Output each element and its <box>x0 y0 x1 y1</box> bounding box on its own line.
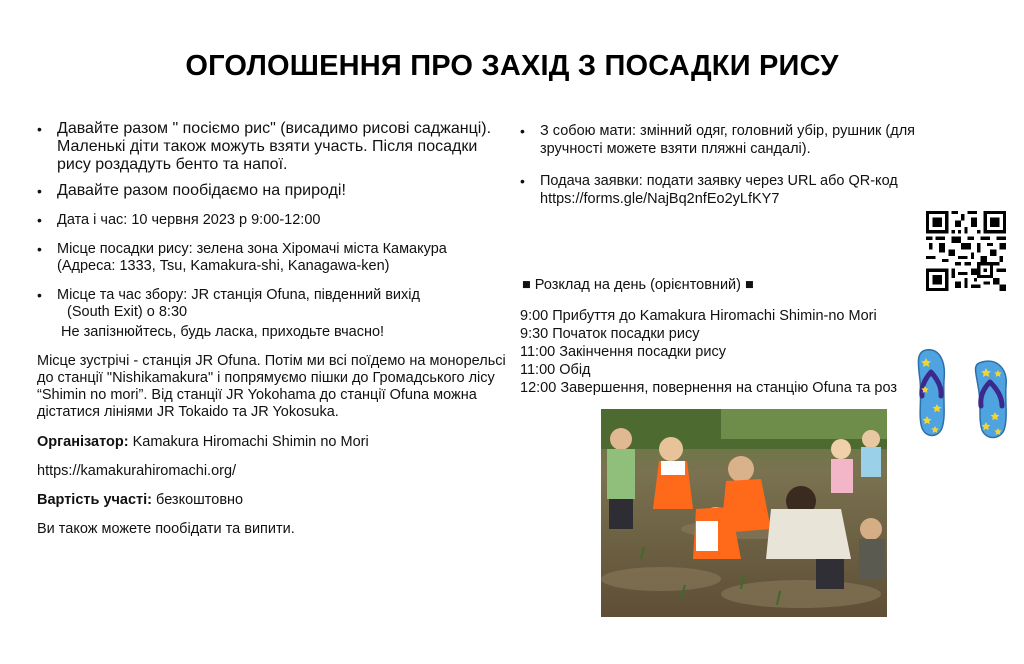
schedule-item: 12:00 Завершення, повернення на станцію Ofuna та роз <box>520 380 898 396</box>
directions-text: Місце зустрічі - станція JR Ofuna. Потім ми всі поїдемо на монорельсі до станції "Nishikamakura" і попрямуємо пішки до Громадського лісу “Shimin no mori”. Від станції JR Yokohama до станції Ofuna можна дістатися лініями JR Tokaido та JR Yokosuka. <box>37 353 506 420</box>
schedule-item: 11:00 Закінчення посадки рису <box>520 344 726 360</box>
list-item-lunch: • Давайте разом пообідаємо на природі! <box>37 182 507 200</box>
rice-field-scene <box>601 409 887 617</box>
meeting-line-3: Не запізнюйтесь, будь ласка, приходьте вчасно! <box>61 324 385 340</box>
organizer-label: Організатор: <box>37 434 129 450</box>
cost-line <box>37 492 507 509</box>
qr-code-icon[interactable] <box>926 211 1006 291</box>
organizer-value: Kamakura Hiromachi Shimin no Mori <box>132 434 369 450</box>
rice-planting-photo <box>601 409 887 617</box>
schedule-item: 11:00 Обід <box>520 362 591 378</box>
left-column <box>37 120 507 538</box>
website-link[interactable]: https://kamakurahiromachi.org/ <box>37 463 237 479</box>
right-column <box>520 122 940 397</box>
page-title: ОГОЛОШЕННЯ ПРО ЗАХІД З ПОСАДКИ РИСУ <box>185 50 839 82</box>
sandals-icon <box>916 346 1014 442</box>
organizer-line <box>37 434 507 451</box>
cost-value: безкоштовно <box>156 492 244 508</box>
cost-label: Вартість участі: <box>37 492 153 508</box>
list-item-intro: • Давайте разом " посіємо рис" (висадимо рисові саджанці). Маленькі діти також можуть взяти участь. Після посадки рису роздадуть бенто та напої. <box>37 120 507 174</box>
schedule-list <box>520 307 916 397</box>
list-item-datetime: • Дата і час: 10 червня 2023 р 9:00-12:00 <box>37 212 507 229</box>
food-note: Ви також можете пообідати та випити. <box>37 521 295 537</box>
list-item-bring: • З собою мати: змінний одяг, головний убір, рушник (для зручності можете взяти пляжні сандалі). <box>520 122 950 158</box>
meeting-line-1: • Місце та час збору: JR станція Ofuna, південний вихід <box>57 287 420 303</box>
list-item-location: • Місце посадки рису: зелена зона Хіромачі міста Камакура (Адреса: 1333, Tsu, Kamakura-shi, Kanagawa-ken) <box>37 241 507 275</box>
meeting-line-2: (South Exit) о 8:30 <box>67 304 188 320</box>
schedule-heading: ■ Розклад на день (орієнтовний) ■ <box>522 277 754 293</box>
list-item-application[interactable]: • Подача заявки: подати заявку через URL або QR-код https://forms.gle/NajBq2nfEo2yLfKY7 <box>520 172 940 208</box>
schedule-item: 9:30 Початок посадки рису <box>520 326 700 342</box>
schedule-item: 9:00 Прибуття до Kamakura Hiromachi Shimin-no Mori <box>520 308 877 324</box>
list-item-meeting <box>37 287 507 341</box>
